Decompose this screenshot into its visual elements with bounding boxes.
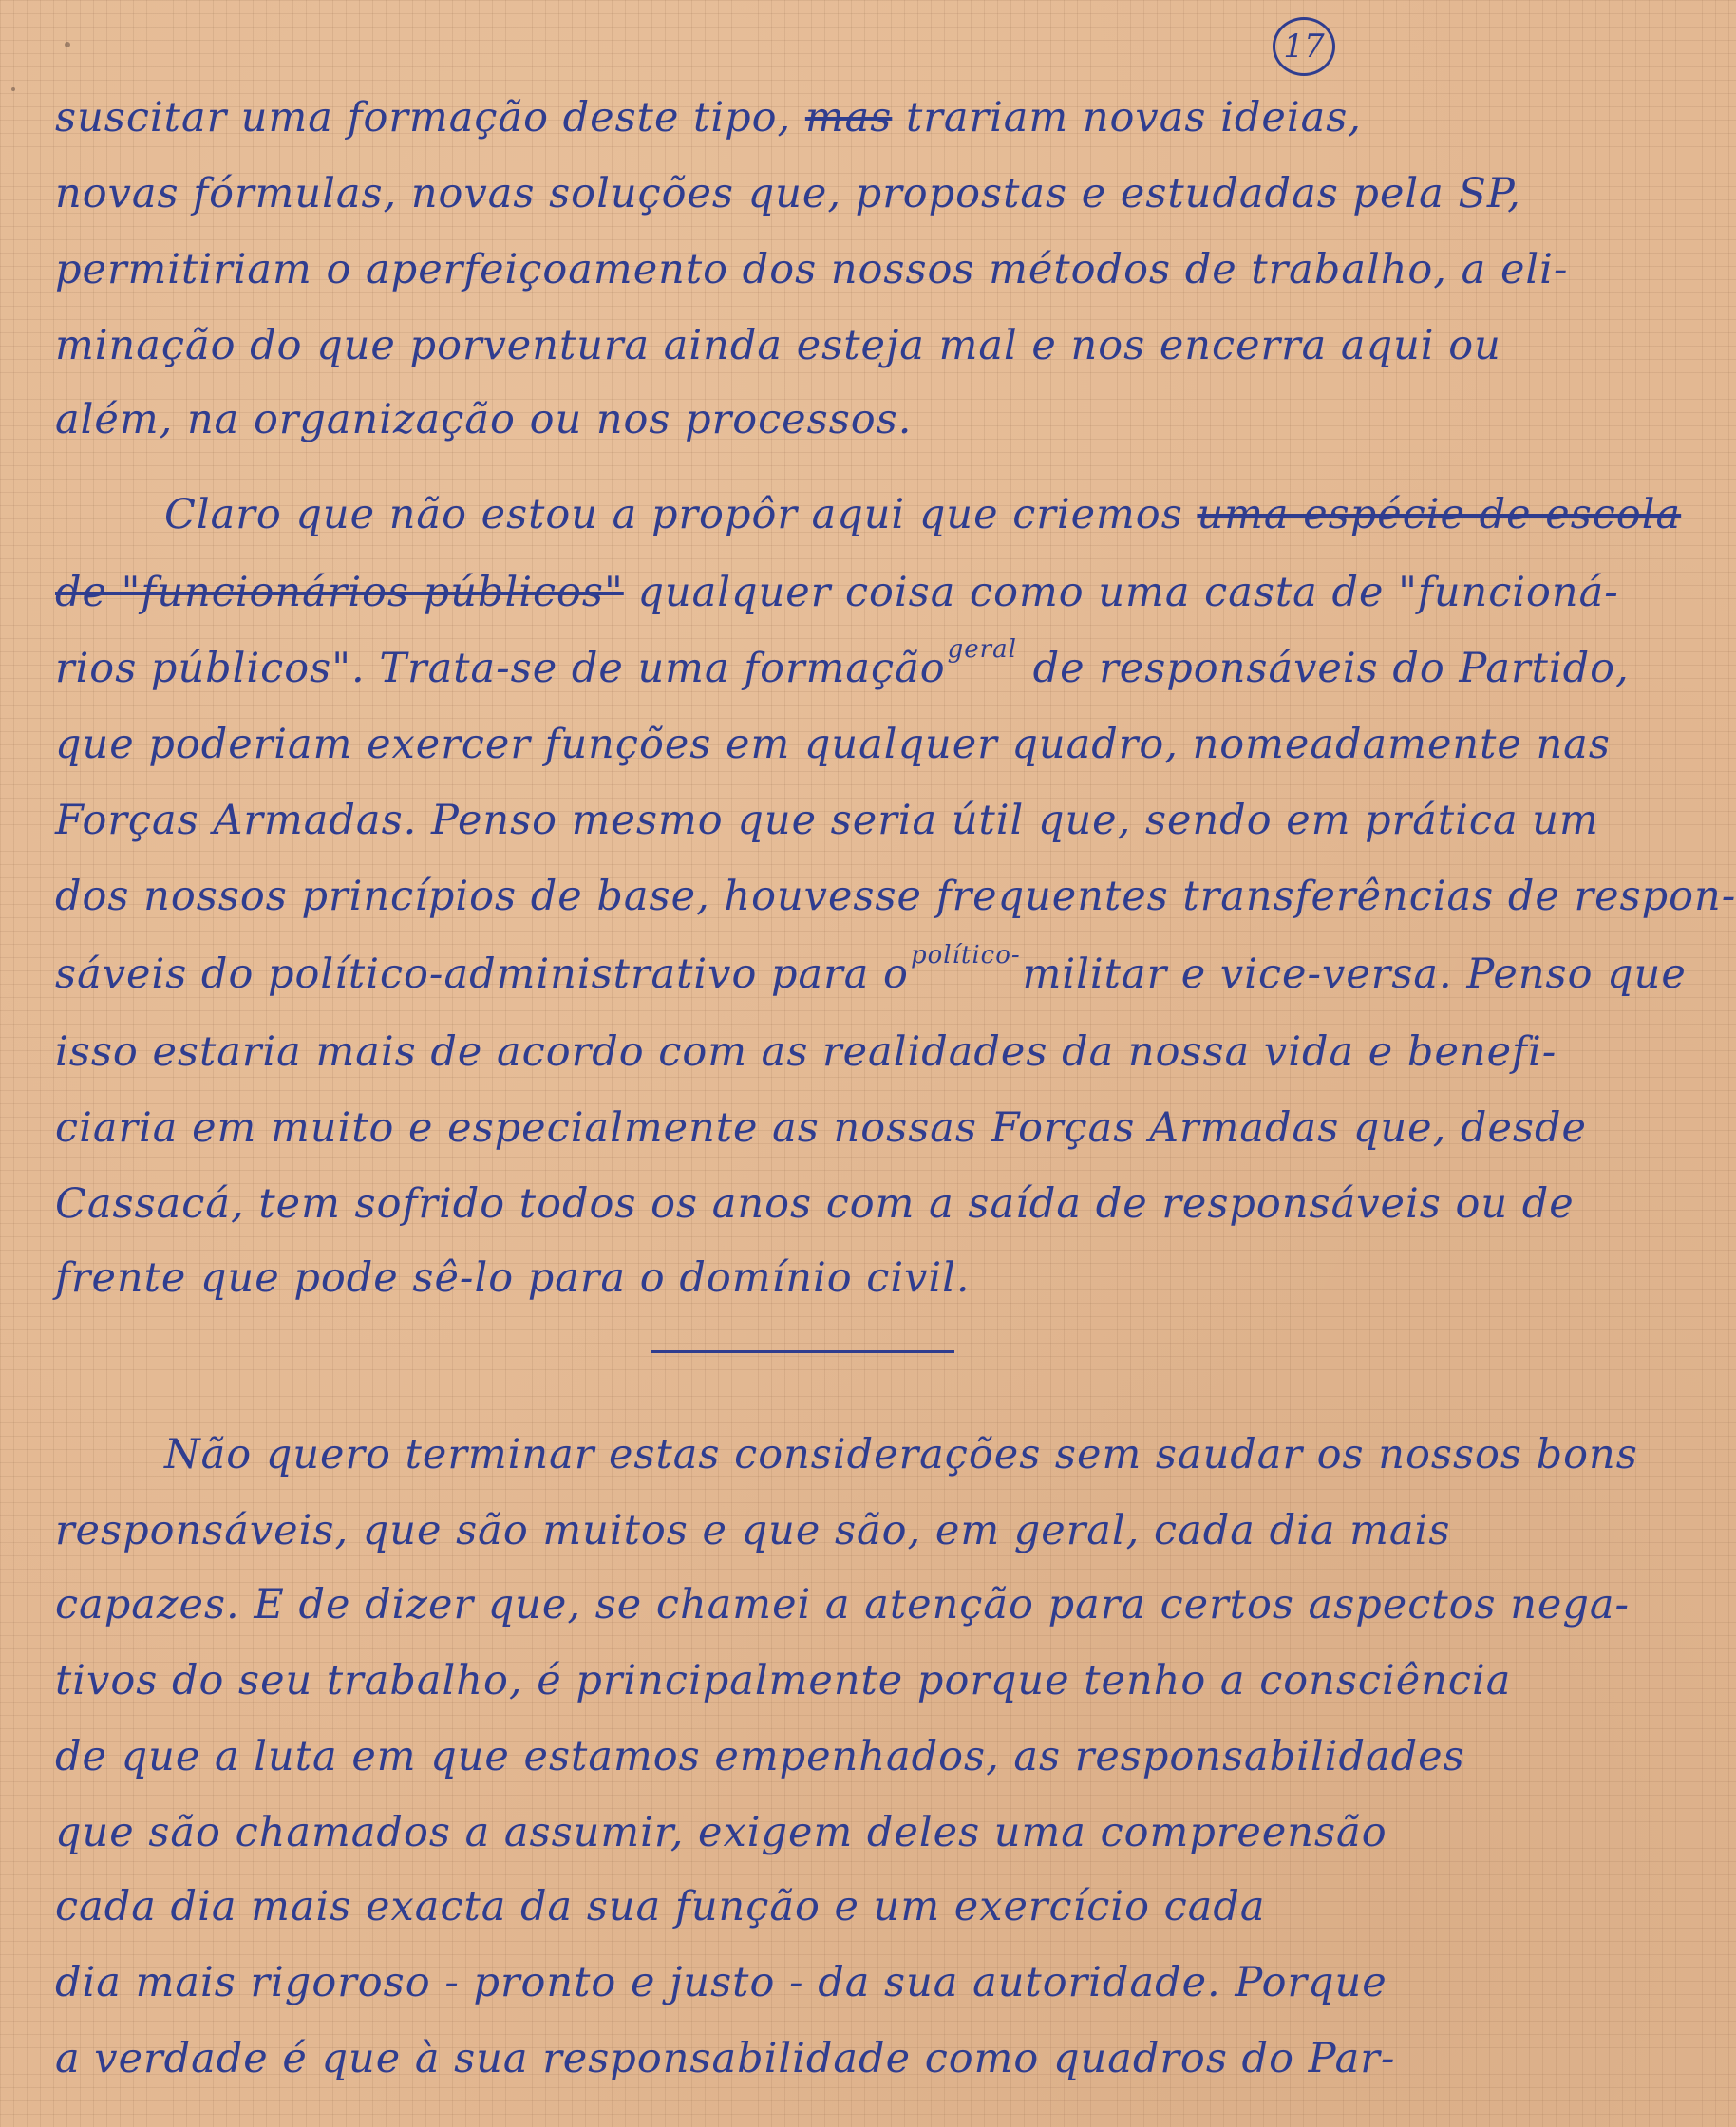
paragraph-2-line-6: dos nossos princípios de base, houvesse frequentes transferências de respon- bbox=[55, 873, 1736, 920]
paragraph-2-line-2: de "funcionários públicos" qualquer coisa como uma casta de "funcioná- bbox=[55, 569, 1619, 616]
struck-text: mas bbox=[804, 94, 893, 141]
insertion-text: político- bbox=[910, 941, 1021, 969]
insertion-text: geral bbox=[947, 635, 1017, 664]
paragraph-2-line-1: Claro que não estou a propôr aqui que criemos uma espécie de escola bbox=[164, 491, 1682, 538]
paragraph-2-line-9: ciaria em muito e especialmente as nossas Forças Armadas que, desde bbox=[55, 1104, 1587, 1152]
paragraph-2-line-4: que poderiam exercer funções em qualquer quadro, nomeadamente nas bbox=[55, 721, 1611, 768]
struck-text: de "funcionários públicos" bbox=[55, 569, 624, 616]
paragraph-3-line-9: a verdade é que à sua responsabilidade como quadros do Par- bbox=[55, 2035, 1396, 2082]
paragraph-1-line-1: suscitar uma formação deste tipo, mas trariam novas ideias, bbox=[55, 94, 1362, 141]
paragraph-3-line-4: tivos do seu trabalho, é principalmente porque tenho a consciência bbox=[55, 1657, 1512, 1704]
paragraph-3-line-8: dia mais rigoroso - pronto e justo - da sua autoridade. Porque bbox=[55, 1959, 1387, 2006]
paragraph-2-line-8: isso estaria mais de acordo com as realidades da nossa vida e benefi- bbox=[55, 1028, 1557, 1076]
paragraph-1-line-2: novas fórmulas, novas soluções que, propostas e estudadas pela SP, bbox=[55, 170, 1521, 217]
paragraph-2-line-7: sáveis do político-administrativo para $o^{político-}militar$ e vice-versa. Penso que bbox=[55, 941, 1687, 998]
paragraph-3-line-6: que são chamados a assumir, exigem deles uma compreensão bbox=[55, 1809, 1387, 1856]
paragraph-3-line-3: capazes. E de dizer que, se chamei a atenção para certos aspectos nega- bbox=[55, 1581, 1631, 1628]
ink-speck bbox=[65, 42, 70, 47]
paragraph-3-line-2: responsáveis, que são muitos e que são, em geral, cada dia mais bbox=[55, 1507, 1451, 1554]
paragraph-3-line-5: de que a luta em que estamos empenhados, as responsabilidades bbox=[55, 1733, 1465, 1780]
page-number: 17 bbox=[1273, 17, 1335, 76]
paragraph-3-line-7: cada dia mais exacta da sua função e um exercício cada bbox=[55, 1883, 1266, 1930]
paragraph-3-line-1: Não quero terminar estas considerações sem saudar os nossos bons bbox=[164, 1431, 1638, 1478]
paragraph-2-line-5: Forças Armadas. Penso mesmo que seria útil que, sendo em prática um bbox=[55, 797, 1599, 844]
paragraph-2-line-10: Cassacá, tem sofrido todos os anos com a saída de responsáveis ou de bbox=[55, 1180, 1575, 1228]
section-divider bbox=[651, 1350, 954, 1353]
paragraph-2-line-11: frente que pode sê-lo para o domínio civil. bbox=[55, 1254, 971, 1302]
ink-speck bbox=[11, 87, 15, 91]
paragraph-1-line-4: minação do que porventura ainda esteja mal e nos encerra aqui ou bbox=[55, 322, 1501, 369]
paragraph-1-line-3: permitiriam o aperfeiçoamento dos nossos métodos de trabalho, a eli- bbox=[55, 246, 1569, 293]
paragraph-1-line-5: além, na organização ou nos processos. bbox=[55, 396, 913, 443]
struck-text: uma espécie de escola bbox=[1197, 491, 1682, 538]
paragraph-2-line-3: rios públicos". Trata-se de uma formação$^{geral}$ de responsáveis do Partido, bbox=[55, 635, 1630, 692]
